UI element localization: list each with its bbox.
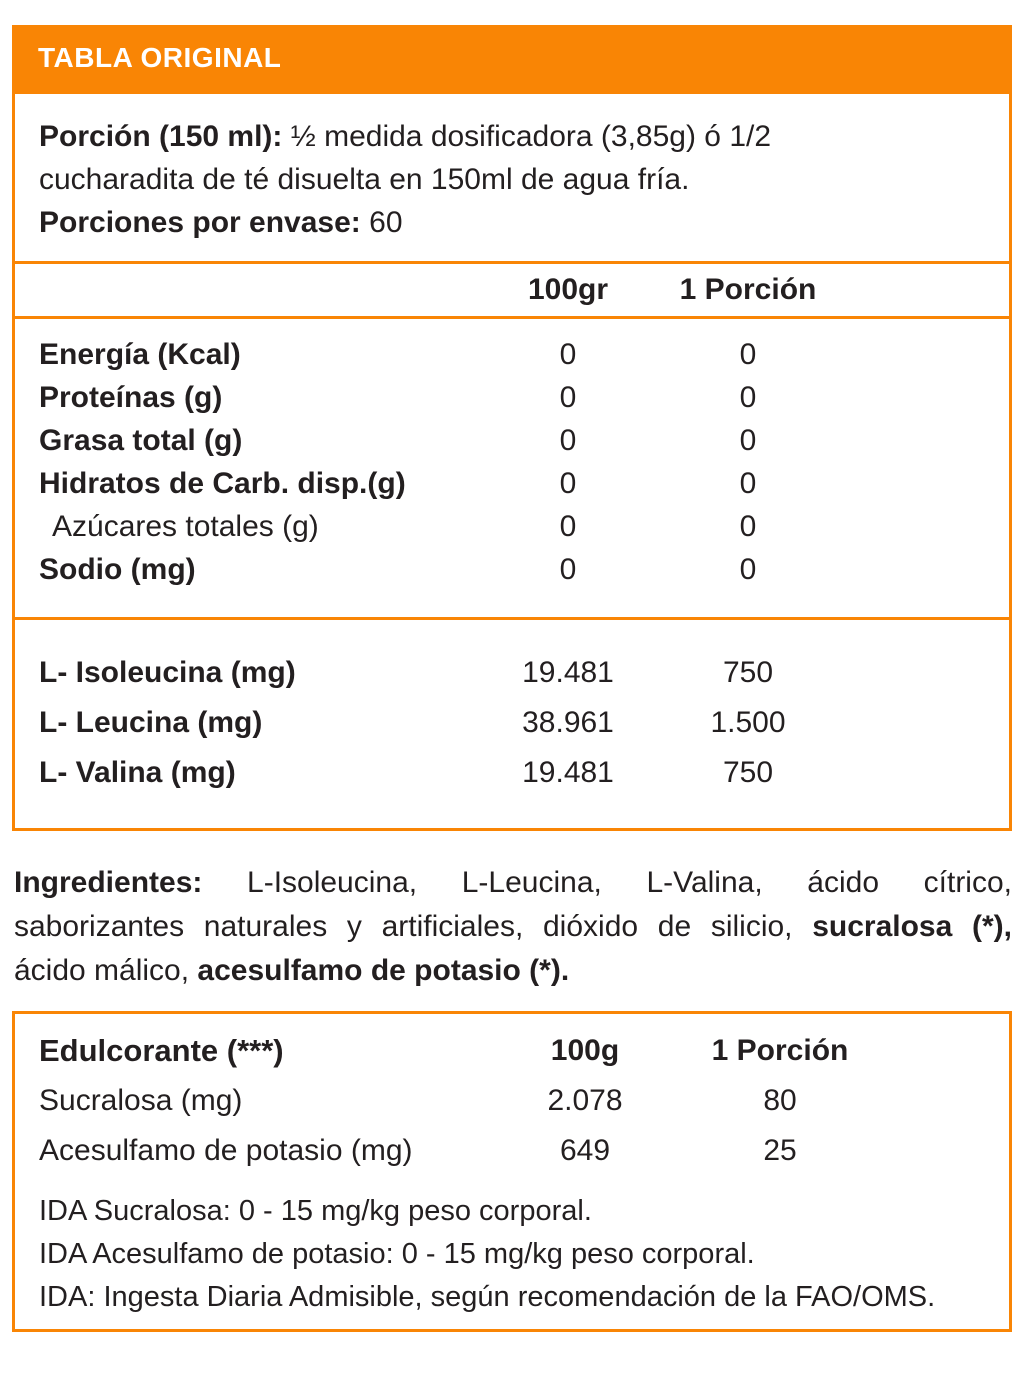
value-per-100g: 0 bbox=[559, 337, 577, 371]
amino-acids-section bbox=[15, 620, 1009, 828]
ingredients-sucralosa-bold: sucralosa (*), bbox=[812, 910, 1012, 943]
row-label: Proteínas (g) bbox=[39, 380, 223, 414]
ingredients-text: saborizantes naturales y artificiales, dióxido de silicio, bbox=[14, 910, 793, 943]
column-header-row bbox=[15, 264, 1009, 316]
table-row-proteinas bbox=[15, 376, 1009, 419]
table-row-hidratos bbox=[15, 462, 1009, 505]
value-per-100g: 0 bbox=[559, 423, 577, 457]
row-label: Energía (Kcal) bbox=[39, 337, 241, 371]
value-per-100g: 0 bbox=[559, 466, 577, 500]
servings-per-container-value: 60 bbox=[369, 206, 403, 239]
sweetener-box bbox=[12, 1011, 1012, 1332]
value-per-100g: 0 bbox=[559, 509, 577, 543]
table-title-bar bbox=[12, 25, 1012, 91]
table-row-sucralosa bbox=[15, 1076, 1009, 1126]
value-per-portion: 0 bbox=[739, 509, 757, 543]
serving-size-label: Porción (150 ml): bbox=[39, 120, 283, 153]
column-header-per-100g: 100g bbox=[550, 1034, 620, 1067]
table-row-isoleucina bbox=[15, 648, 1009, 698]
table-row-leucina bbox=[15, 698, 1009, 748]
value-per-portion: 0 bbox=[739, 423, 757, 457]
ida-notes bbox=[15, 1190, 1009, 1329]
table-row-energia bbox=[15, 333, 1009, 376]
ida-note-sucralosa: IDA Sucralosa: 0 - 15 mg/kg peso corporal. bbox=[39, 1195, 592, 1227]
column-header-per-portion: 1 Porción bbox=[679, 273, 817, 306]
table-row-grasa-total bbox=[15, 419, 1009, 462]
value-per-100g: 2.078 bbox=[547, 1084, 623, 1117]
table-row-valina bbox=[15, 748, 1009, 798]
value-per-portion: 1.500 bbox=[710, 706, 786, 739]
ingredients-line-3 bbox=[14, 949, 1012, 993]
table-row-sodio bbox=[15, 548, 1009, 591]
table-row-acesulfamo bbox=[15, 1126, 1009, 1176]
sweetener-title: Edulcorante (***) bbox=[39, 1033, 284, 1068]
column-header-per-portion: 1 Porción bbox=[711, 1034, 849, 1067]
value-per-100g: 0 bbox=[559, 380, 577, 414]
ingredients-acesulfamo-bold: acesulfamo de potasio (*). bbox=[197, 954, 570, 987]
row-label: Sucralosa (mg) bbox=[39, 1084, 243, 1117]
ida-note-acesulfamo: IDA Acesulfamo de potasio: 0 - 15 mg/kg peso corporal. bbox=[39, 1238, 755, 1270]
serving-size-text: ½ medida dosificadora (3,85g) ó 1/2 cucharadita de té disuelta en 150ml de agua fría. bbox=[39, 120, 772, 196]
row-label: Hidratos de Carb. disp.(g) bbox=[39, 466, 406, 500]
page-title: TABLA ORIGINAL bbox=[38, 42, 282, 73]
value-per-100g: 649 bbox=[559, 1134, 611, 1167]
ingredients-line-1 bbox=[14, 861, 1012, 905]
value-per-portion: 0 bbox=[739, 337, 757, 371]
ingredients-paragraph bbox=[14, 861, 1012, 993]
row-label: L- Isoleucina (mg) bbox=[39, 656, 296, 689]
value-per-portion: 0 bbox=[739, 380, 757, 414]
row-label: L- Valina (mg) bbox=[39, 756, 236, 789]
value-per-portion: 0 bbox=[739, 552, 757, 586]
row-label: Grasa total (g) bbox=[39, 423, 243, 457]
row-label: Azúcares totales (g) bbox=[52, 509, 319, 543]
row-label: L- Leucina (mg) bbox=[39, 706, 263, 739]
value-per-100g: 38.961 bbox=[522, 706, 614, 739]
value-per-portion: 80 bbox=[763, 1084, 797, 1117]
row-label: Acesulfamo de potasio (mg) bbox=[39, 1134, 413, 1167]
ingredients-line-2 bbox=[14, 905, 1012, 949]
row-label: Sodio (mg) bbox=[39, 552, 196, 586]
value-per-portion: 0 bbox=[739, 466, 757, 500]
servings-per-container-label: Porciones por envase: bbox=[39, 206, 361, 239]
ingredients-text: ácido málico, bbox=[14, 954, 190, 987]
serving-info-section bbox=[15, 94, 1009, 261]
serving-size-line bbox=[39, 115, 859, 201]
sweetener-table bbox=[15, 1014, 1009, 1176]
nutrients-section bbox=[15, 319, 1009, 617]
value-per-portion: 750 bbox=[722, 656, 774, 689]
servings-per-container-line bbox=[39, 201, 985, 244]
value-per-100g: 19.481 bbox=[522, 756, 614, 789]
ida-note-definition: IDA: Ingesta Diaria Admisible, según recomendación de la FAO/OMS. bbox=[39, 1281, 936, 1313]
value-per-portion: 750 bbox=[722, 756, 774, 789]
ingredients-label: Ingredientes: bbox=[14, 866, 203, 899]
value-per-100g: 19.481 bbox=[522, 656, 614, 689]
table-row-azucares bbox=[15, 505, 1009, 548]
nutrition-facts-box bbox=[12, 91, 1012, 831]
column-header-per-100g: 100gr bbox=[527, 273, 609, 306]
value-per-portion: 25 bbox=[763, 1134, 797, 1167]
ingredients-text: L-Isoleucina, L-Leucina, L-Valina, ácido cítrico, bbox=[247, 866, 1012, 899]
value-per-100g: 0 bbox=[559, 552, 577, 586]
sweetener-header-row bbox=[15, 1026, 1009, 1076]
